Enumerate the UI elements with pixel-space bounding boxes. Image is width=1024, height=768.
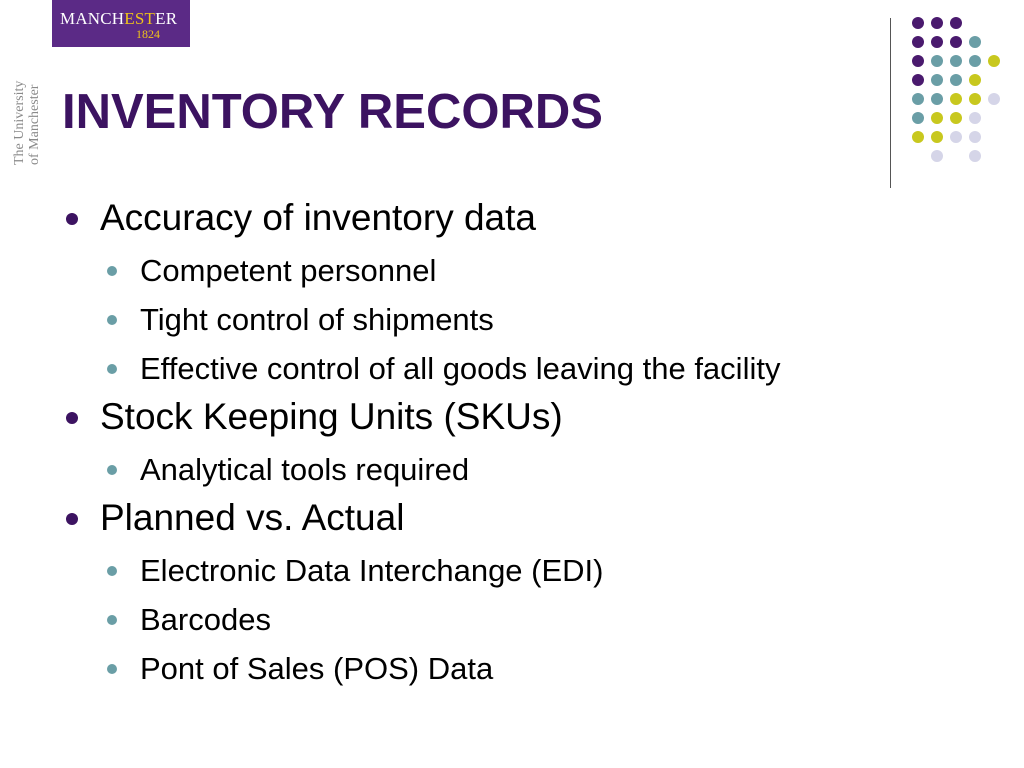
dot-purple <box>912 55 924 67</box>
sub-bullet-marker <box>107 615 117 625</box>
logo-year: 1824 <box>136 27 160 41</box>
sub-bullet-text: Barcodes <box>140 602 271 637</box>
dot-yellow <box>969 93 981 105</box>
sub-bullet-item <box>62 447 962 496</box>
sub-bullet-marker <box>107 315 117 325</box>
bullet-marker <box>66 412 78 424</box>
bullet-item <box>62 196 962 248</box>
dot-teal <box>931 55 943 67</box>
sub-bullet-text: Pont of Sales (POS) Data <box>140 651 494 686</box>
sub-bullet-text: Tight control of shipments <box>140 302 494 337</box>
sub-bullet-text: Competent personnel <box>140 253 437 288</box>
dot-yellow <box>988 55 1000 67</box>
dot-purple <box>950 36 962 48</box>
bullet-list <box>62 196 962 695</box>
dot-lavender <box>950 131 962 143</box>
dot-lavender <box>931 150 943 162</box>
bullet-item <box>62 496 962 548</box>
dot-purple <box>931 36 943 48</box>
dot-purple <box>912 74 924 86</box>
logo-wordmark: MANCHESTER <box>60 9 178 28</box>
dot-teal <box>969 36 981 48</box>
dot-purple <box>931 17 943 29</box>
sub-bullet-item <box>62 346 962 395</box>
bullet-text: Accuracy of inventory data <box>100 197 536 238</box>
sub-bullet-item <box>62 248 962 297</box>
university-logo <box>52 0 190 47</box>
sub-bullet-marker <box>107 566 117 576</box>
dot-teal <box>950 55 962 67</box>
dot-teal <box>912 112 924 124</box>
bullet-item <box>62 395 962 447</box>
dot-teal <box>912 93 924 105</box>
dot-yellow <box>931 131 943 143</box>
dot-yellow <box>950 112 962 124</box>
dot-yellow <box>969 74 981 86</box>
sub-bullet-marker <box>107 364 117 374</box>
sub-bullet-marker <box>107 266 117 276</box>
dot-yellow <box>950 93 962 105</box>
sub-bullet-text: Analytical tools required <box>140 452 470 487</box>
dot-teal <box>931 74 943 86</box>
dot-purple <box>912 17 924 29</box>
dot-teal <box>950 74 962 86</box>
dot-yellow <box>931 112 943 124</box>
sub-bullet-item <box>62 646 962 695</box>
sub-bullet-text: Electronic Data Interchange (EDI) <box>140 553 604 588</box>
dot-purple <box>950 17 962 29</box>
slide-title: INVENTORY RECORDS <box>62 85 603 139</box>
dot-lavender <box>988 93 1000 105</box>
side-label-line-1: The University <box>12 80 27 165</box>
bullet-text: Planned vs. Actual <box>100 497 405 538</box>
dot-lavender <box>969 150 981 162</box>
dot-lavender <box>969 131 981 143</box>
dot-teal <box>931 93 943 105</box>
sub-bullet-item <box>62 297 962 346</box>
sub-bullet-text: Effective control of all goods leaving the facility <box>140 351 781 386</box>
sub-bullet-item <box>62 597 962 646</box>
dot-purple <box>912 36 924 48</box>
university-side-label <box>12 45 42 165</box>
vertical-divider <box>890 18 891 188</box>
dot-lavender <box>969 112 981 124</box>
sub-bullet-marker <box>107 465 117 475</box>
bullet-marker <box>66 213 78 225</box>
sub-bullet-marker <box>107 664 117 674</box>
dot-teal <box>969 55 981 67</box>
bullet-text: Stock Keeping Units (SKUs) <box>100 396 563 437</box>
dot-yellow <box>912 131 924 143</box>
bullet-marker <box>66 513 78 525</box>
sub-bullet-item <box>62 548 962 597</box>
side-label-line-2: of Manchester <box>27 84 42 165</box>
